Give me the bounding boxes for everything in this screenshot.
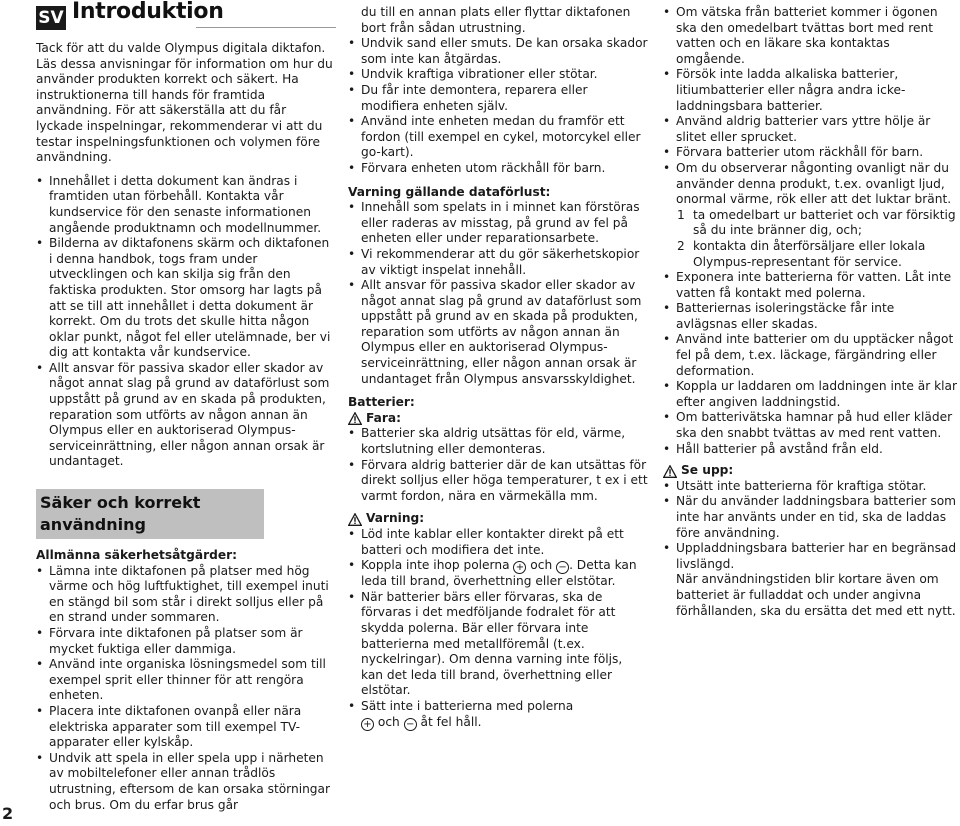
plus-pole-icon: + [361,718,374,731]
column-3 [663,5,958,619]
list-item: • Om du observerar någonting ovanligt när du använder denna produkt, t.ex. ovanligt ljud, onormal värme, rök eller att det luktar bränt. [663,161,958,208]
item-number: 1 [677,207,685,222]
list-item: • Innehåll som spelats in i minnet kan förstöras eller raderas av misstag, på grund av fel på enheten eller under reparationsarbete. [348,200,648,247]
numbered-item [663,208,958,239]
list-item: • När batterier bärs eller förvaras, ska de förvaras i det medföljande fodralet för att skydda polerna. Bär eller förvara inte batterierna med metallföremål (t.ex. nyckelringar). Om denna varning inte följs, kan det leda till brand, överhettning eller elstötar. [348,590,648,699]
warning-triangle-icon [348,412,362,425]
section-title: Introduktion [72,0,224,24]
text-fragment: Sätt inte i batterierna med polerna [361,698,574,713]
column-1 [36,41,336,813]
warning-triangle-icon [348,513,362,526]
list-item: • Allt ansvar för passiva skador eller skador av något annat slag på grund av dataförlust som uppstått på grund av en skada på produkten, reparation som utförts av någon annan än Olympus eller en auktoriserad Olympus-serviceinrättning, eller någon annan orsak är undantaget. [36,361,336,470]
list-item: • Förvara inte diktafonen på platser som är mycket fuktiga eller dammiga. [36,626,336,657]
list-item: • Undvik att spela in eller spela upp i närheten av mobiltelefoner eller annan trådlös utrustning, eftersom de kan orsaka störningar och brus. Om du erfar brus går [36,751,336,813]
caution-tail-text: När användningstiden blir kortare även om batteriet är fulladdat och under angivna förhållanden, ska du ersätta det med ett nytt. [676,572,956,618]
list-item: • Förvara aldrig batterier där de kan utsättas för direkt solljus eller höga temperaturer, t ex i ett varmt fordon, nära en värmekälla mm. [348,458,648,505]
item-text: ta omedelbart ur batteriet och var försiktig så du inte bränner dig, och; [693,207,956,238]
warning-label: Varning: [366,511,425,526]
list-item: • Innehållet i detta dokument kan ändras i framtiden utan förbehåll. Kontakta vår kundservice för den senaste informationen angående produktnamn och modellnummer. [36,174,336,236]
list-item: • Förvara enheten utom räckhåll för barn. [348,161,648,177]
item-text: kontakta din återförsäljare eller lokala Olympus-representant för service. [693,238,926,269]
warning-triangle-icon [663,465,677,478]
list-item: • Utsätt inte batterierna för kraftiga stötar. [663,479,958,495]
list-item: • Håll batterier på avstånd från eld. [663,442,958,458]
item-number: 2 [677,238,685,253]
numbered-item [663,239,958,270]
page-number: 2 [2,804,14,823]
minus-pole-icon: − [404,718,417,731]
list-item: • Löd inte kablar eller kontakter direkt på ett batteri och modifiera det inte. [348,527,648,558]
danger-label: Fara: [366,410,401,425]
text-fragment: . Detta kan leda till brand, överhettning eller elstötar. [361,558,637,589]
list-item: • Placera inte diktafonen ovanpå eller nära elektriska apparater som till exempel TV-apparater eller kylskåp. [36,704,336,751]
text-fragment: och [530,558,553,573]
list-item: • Vi rekommenderar att du gör säkerhetskopior av viktigt inspelat innehåll. [348,247,648,278]
warning-heading [348,511,648,527]
intro-paragraph: Tack för att du valde Olympus digitala diktafon. Läs dessa anvisningar för information om hur du använder produkten korrekt och säkert. Ha instruktionerna till hands för framtida användning. För att säkerställa att du får lyckade inspelningar, rekommenderar vi att du testar inspelningsfunktionen och volymen före användning. [36,41,333,165]
danger-heading [348,411,648,427]
intro-bullets [36,174,336,470]
batteries-heading: Batterier: [348,395,415,410]
text-fragment: Koppla inte ihop polerna [361,558,510,573]
data-loss-heading: Varning gällande dataförlust: [348,184,551,199]
safety-section-title: Säker och korrekt användning [36,489,264,539]
text-fragment: och [377,714,400,729]
list-item [348,558,648,590]
list-item: • Koppla ur laddaren om laddningen inte är klar efter angiven laddningstid. [663,379,958,410]
list-item: • Du får inte demontera, reparera eller modifiera enheten själv. [348,83,648,114]
list-item: • Batterier ska aldrig utsättas för eld, värme, kortslutning eller demonteras. [348,426,648,457]
caution-label: Se upp: [681,463,734,478]
list-item: • Lämna inte diktafonen på platser med hög värme och hög luftfuktighet, till exempel inuti en stängd bil som står i direkt solljus eller på en strand under sommaren. [36,564,336,626]
list-item: • Försök inte ladda alkaliska batterier, litiumbatterier eller några andra icke-laddningsbara batterier. [663,67,958,114]
list-item: • Om vätska från batteriet kommer i ögonen ska den omedelbart tvättas bort med rent vatten och en läkare ska kontaktas omgående. [663,5,958,67]
plus-pole-icon: + [513,561,526,574]
minus-pole-icon: − [556,561,569,574]
list-item: • Exponera inte batterierna för vatten. Låt inte vatten få kontakt med polerna. [663,270,958,301]
list-item: • Använd inte enheten medan du framför ett fordon (till exempel en cykel, motorcykel eller go-kart). [348,114,648,161]
general-precautions-heading: Allmänna säkerhetsåtgärder: [36,548,237,563]
list-item: • Undvik sand eller smuts. De kan orsaka skador som inte kan åtgärdas. [348,36,648,67]
list-item: • Om batterivätska hamnar på hud eller kläder ska den snabbt tvättas av med rent vatten. [663,410,958,441]
list-item: • Förvara batterier utom räckhåll för barn. [663,145,958,161]
list-item: • Uppladdningsbara batterier har en begränsad livslängd. [663,541,958,572]
text-fragment: åt fel håll. [420,714,482,729]
general-precautions-list [36,564,336,814]
list-item: • Allt ansvar för passiva skador eller skador av något annat slag på grund av dataförlust som uppstått på grund av en skada på produkten, reparation som utförts av någon annan än Olympus eller en auktoriserad Olympus-serviceinrättning, eller någon annan orsak är undantaget från Olympus ansvarsskyldighet. [348,278,648,387]
list-item: • När du använder laddningsbara batterier som inte har använts under en tid, ska de laddas före användning. [663,494,958,541]
language-badge: SV [36,6,66,30]
caution-heading [663,463,958,479]
list-item: • Undvik kraftiga vibrationer eller stötar. [348,67,648,83]
title-rule [196,27,336,28]
list-item: • Använd inte batterier om du upptäcker något fel på dem, t.ex. läckage, färgändring eller deformation. [663,332,958,379]
column-2 [348,5,648,731]
list-item: • Använd inte organiska lösningsmedel som till exempel sprit eller thinner för att rengöra enheten. [36,657,336,704]
continued-text: du till en annan plats eller flyttar diktafonen bort från sådan utrustning. [361,5,631,35]
list-item: • Batteriernas isoleringstäcke får inte avlägsnas eller skadas. [663,301,958,332]
list-item: • Bilderna av diktafonens skärm och diktafonen i denna handbok, togs fram under utvecklingen och kan skilja sig från den faktiska produkten. Stor omsorg har lagts på att se till att innehållet i detta dokument är korrekt. Om du trots det skulle hitta någon oklar punkt, något fel eller utelämnade, ber vi dig att kontakta vår kundservice. [36,236,336,361]
list-item: • Använd aldrig batterier vars yttre hölje är slitet eller sprucket. [663,114,958,145]
list-item [348,699,648,731]
